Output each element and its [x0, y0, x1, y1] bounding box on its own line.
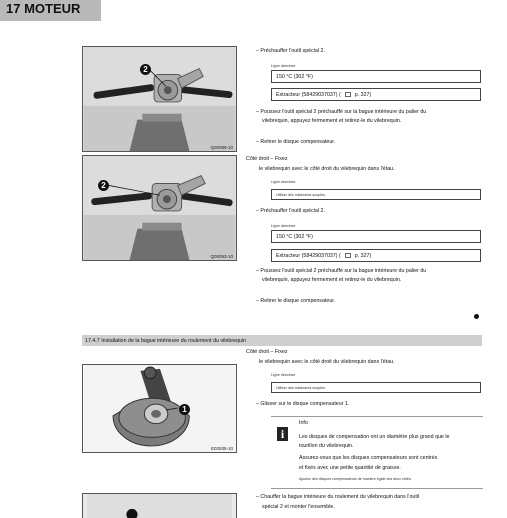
step-slide: – Glisser sur le disque compensateur 1.: [256, 401, 350, 407]
page-ref-link[interactable]: p. 327): [354, 91, 372, 98]
figure-crankshaft-tool-2: [82, 155, 237, 261]
temperature-box: [271, 230, 481, 243]
guide-note-box: [271, 189, 481, 200]
figure-code: E02935-10: [210, 446, 233, 451]
extractor-text: Extracteur (58429037037) (: [276, 91, 341, 98]
info-line-1: Les disques de compensation ont un diamètre plus grand que le: [299, 434, 450, 440]
side-label: Côté droit – Fixez: [246, 156, 288, 162]
info-line-2: tourillon du vilebrequin.: [299, 443, 354, 449]
step-remove: – Retirer le disque compensateur.: [256, 298, 336, 304]
info-line-4: et fixés avec une petite quantité de graisse.: [299, 465, 401, 471]
step-preheat: – Préchauffer l'outil spécial 2.: [256, 208, 325, 214]
step-remove: – Retirer le disque compensateur.: [256, 139, 336, 145]
guide-label: Ligne directrice: [271, 64, 296, 68]
temperature-value: 150 °C (302 °F): [276, 73, 313, 80]
step-preheat: – Préchauffer l'outil spécial 2.: [256, 48, 325, 54]
callout-number: 2: [98, 180, 109, 191]
info-box: [271, 416, 483, 489]
guide-label: Ligne directrice: [271, 373, 296, 377]
extractor-text: Extracteur (58429037037) (: [276, 252, 341, 259]
step-heat-line1: – Chauffer la bague intérieure du roulement du vilebrequin dans l'outil: [256, 494, 420, 500]
guide-note-box: [271, 382, 481, 393]
figure-1-illustration: [83, 47, 236, 151]
figure-code: Q00089-10: [210, 145, 233, 150]
info-line-5: Ajoutez des disques compensateurs de manière égale des deux côtés.: [299, 477, 412, 481]
chapter-tab: [0, 0, 101, 21]
guide-note: Utiliser des mâchoires souples.: [276, 385, 326, 390]
section-title: 17.4.7 Installation de la bague intérieure du roulement du vilebrequin: [85, 337, 247, 344]
step-heat-line2: spécial 2 et monter l'ensemble.: [262, 504, 335, 510]
extractor-box: [271, 88, 481, 101]
guide-label: Ligne directrice: [271, 224, 296, 228]
callout-number: 1: [179, 404, 190, 415]
figure-2-illustration: [83, 156, 236, 260]
figure-crankshaft-tool-1: [82, 46, 237, 152]
figure-3-illustration: [83, 365, 236, 452]
figure-4-illustration: [83, 494, 236, 518]
info-icon: i: [277, 427, 288, 441]
figure-crankshaft-disc: [82, 364, 237, 453]
book-icon[interactable]: [345, 253, 351, 258]
info-title: Info: [299, 420, 308, 426]
section-header: [82, 335, 482, 346]
side-label: Côté droit – Fixez: [246, 349, 288, 355]
temperature-box: [271, 70, 481, 83]
book-icon[interactable]: [345, 92, 351, 97]
page-ref-link[interactable]: p. 327): [354, 252, 372, 259]
temperature-value: 150 °C (302 °F): [276, 233, 313, 240]
info-line-3: Assurez-vous que les disques compensateurs sont centrés: [299, 455, 438, 461]
step-push-line1: – Poussez l'outil spécial 2 préchauffé sur la bague intérieure du palier du: [256, 109, 427, 115]
bullet-dot-icon: [474, 314, 479, 319]
figure-code: Q00093-10: [210, 254, 233, 259]
figure-partial-bottom: [82, 493, 237, 518]
step-push-line2: vilebrequin, appuyez fermement et retirez-le du vilebrequin.: [262, 118, 402, 124]
clamp-instruction: le vilebrequin avec le côté droit du vilebrequin dans l'étau.: [259, 359, 395, 365]
step-push-line2: vilebrequin, appuyez fermement et retirez-le du vilebrequin.: [262, 277, 402, 283]
clamp-instruction: le vilebrequin avec le côté droit du vilebrequin dans l'étau.: [259, 166, 395, 172]
chapter-title: 17 MOTEUR: [6, 1, 81, 16]
guide-note: Utiliser des mâchoires souples.: [276, 192, 326, 197]
callout-number: 2: [140, 64, 151, 75]
guide-label: Ligne directrice: [271, 180, 296, 184]
step-push-line1: – Poussez l'outil spécial 2 préchauffé sur la bague intérieure du palier du: [256, 268, 427, 274]
extractor-box: [271, 249, 481, 262]
